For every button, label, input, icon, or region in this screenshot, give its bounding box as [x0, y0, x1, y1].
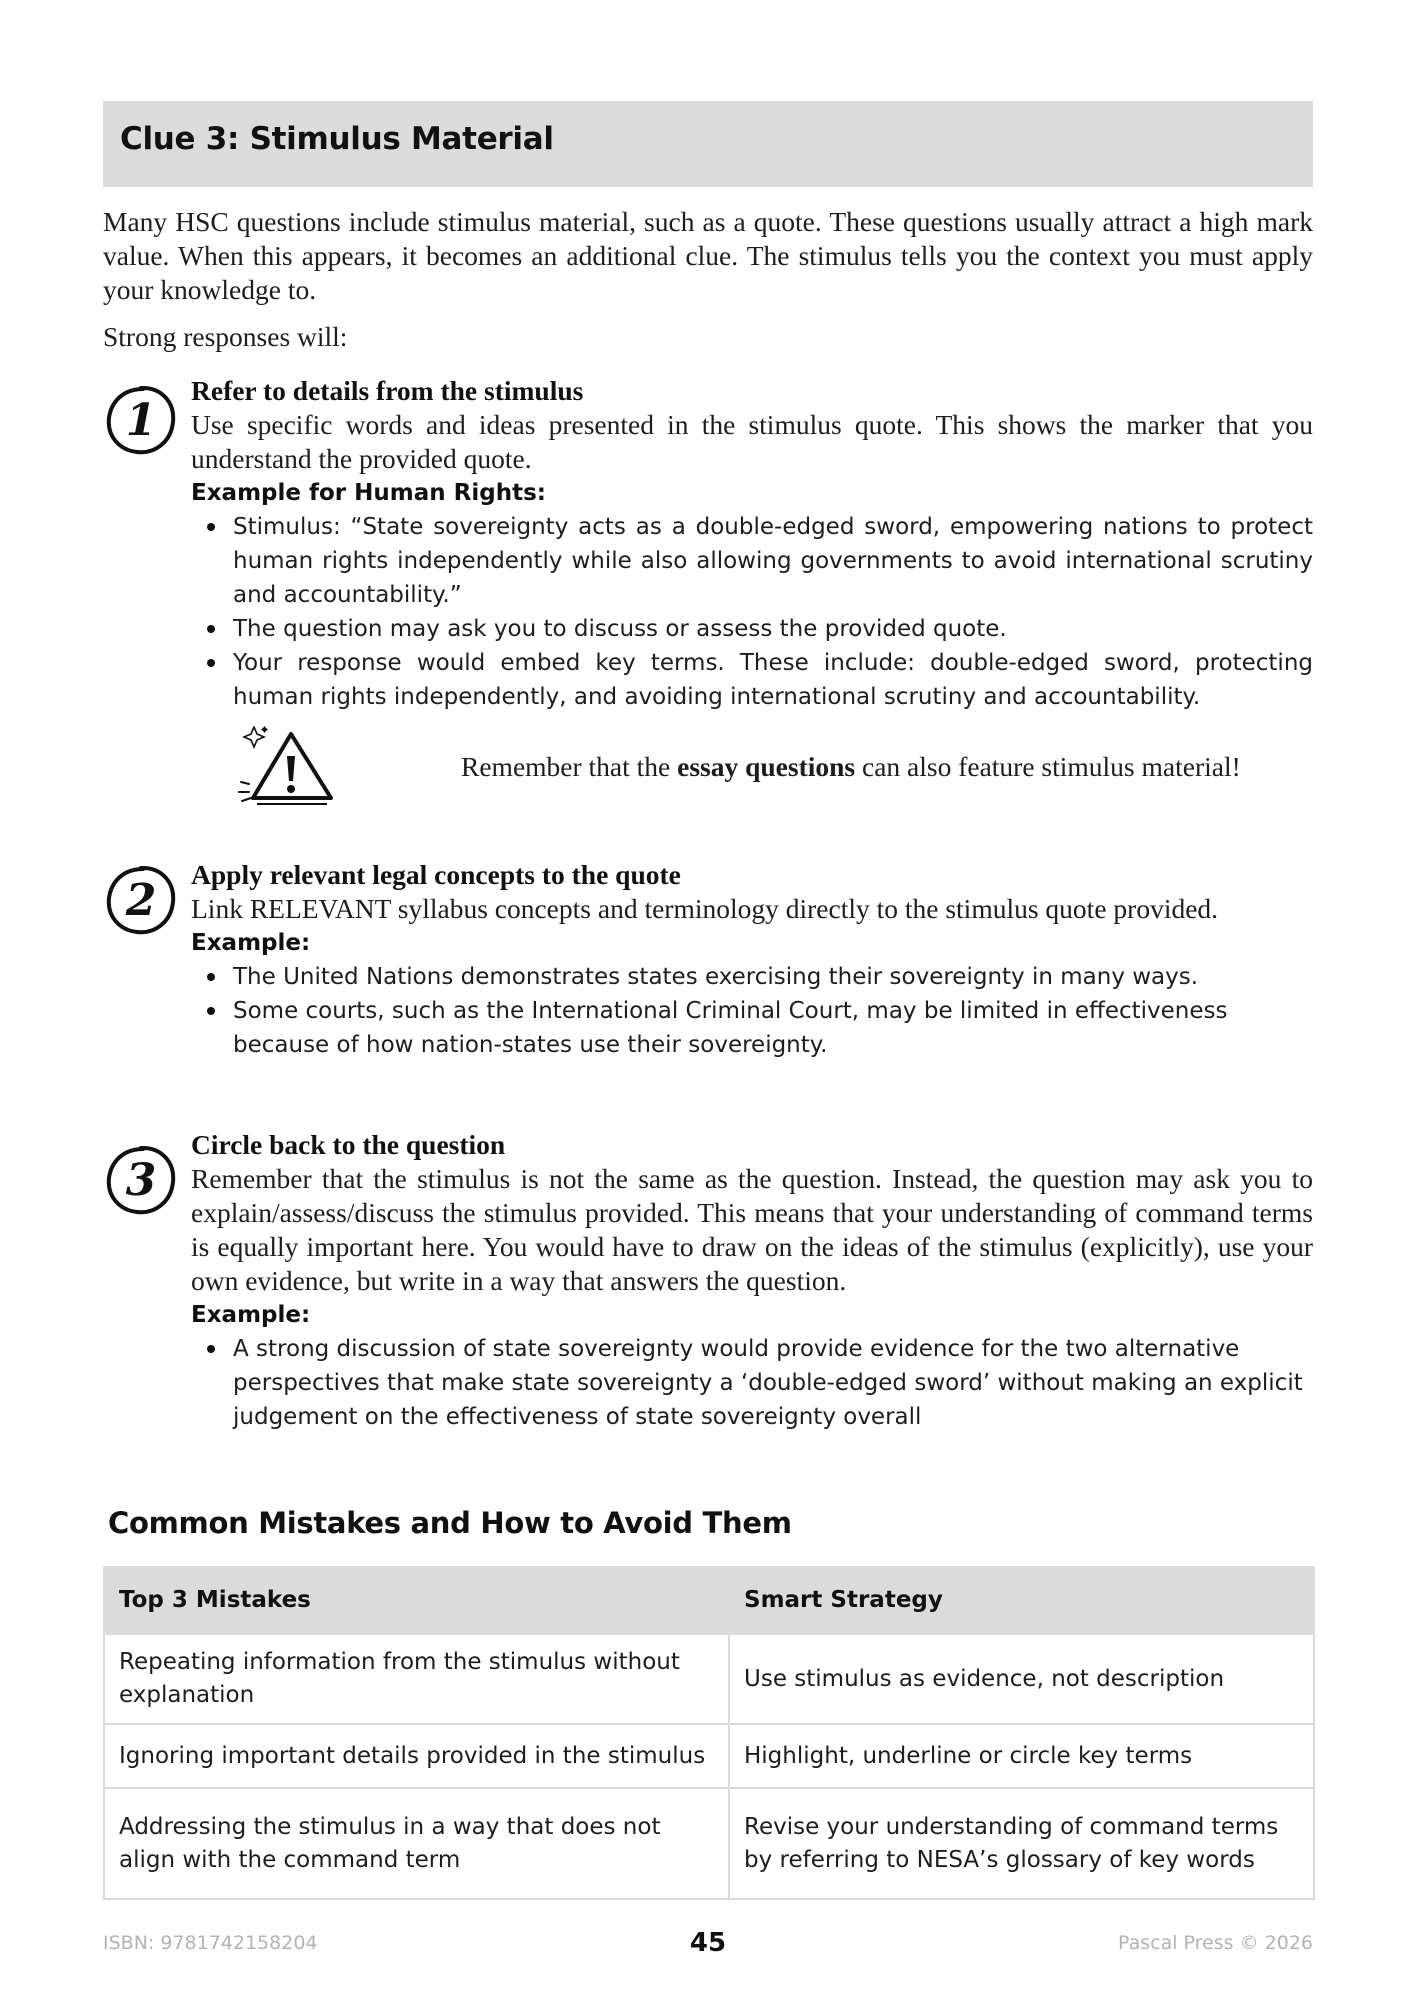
svg-text:3: 3	[125, 1155, 157, 1206]
point-2-title: Apply relevant legal concepts to the quote	[191, 859, 681, 890]
point-2	[191, 858, 1313, 1062]
section-header	[103, 101, 1313, 187]
remember-callout	[233, 726, 1241, 806]
column-header-mistakes: Top 3 Mistakes	[104, 1567, 729, 1634]
column-header-strategy: Smart Strategy	[729, 1567, 1314, 1634]
publisher-text: Pascal Press © 2026	[1118, 1932, 1313, 1954]
remember-text: Remember that the essay questions can also feature stimulus material!	[461, 751, 1241, 782]
point-1-example-label: Example for Human Rights:	[191, 480, 546, 506]
mistake-cell: Addressing the stimulus in a way that does not align with the command term	[104, 1788, 729, 1899]
page-number: 45	[689, 1928, 727, 1958]
list-item: The United Nations demonstrates states exercising their sovereignty in many ways.	[191, 960, 1313, 994]
page-footer	[103, 1928, 1313, 1958]
number-2-icon	[103, 862, 179, 938]
point-1-body: Use specific words and ideas presented in the stimulus quote. This shows the marker that you understand the provided quote.	[191, 409, 1313, 474]
section-title: Clue 3: Stimulus Material	[120, 121, 554, 157]
strategy-cell: Highlight, underline or circle key terms	[729, 1724, 1314, 1788]
warning-triangle-icon	[233, 726, 343, 806]
strategy-cell: Use stimulus as evidence, not description	[729, 1634, 1314, 1724]
svg-text:2: 2	[125, 875, 157, 926]
point-1-title: Refer to details from the stimulus	[191, 375, 584, 406]
point-2-bullets	[191, 960, 1313, 1062]
page	[103, 0, 1313, 2000]
number-1-icon	[103, 382, 179, 458]
mistake-cell: Repeating information from the stimulus without explanation	[104, 1634, 729, 1724]
isbn-text: ISBN: 9781742158204	[103, 1932, 318, 1954]
list-item: Your response would embed key terms. These include: double-edged sword, protecting human rights independently, and avoiding international scrutiny and accountability.	[191, 646, 1313, 714]
point-3-body: Remember that the stimulus is not the same as the question. Instead, the question may ask you to explain/assess/discuss the stimulus provided. This means that your understanding of command terms is equally important here. You would have to draw on the ideas of the stimulus (explicitly), use your own evidence, but write in a way that answers the question.	[191, 1163, 1313, 1296]
point-3-title: Circle back to the question	[191, 1129, 506, 1160]
svg-text:1: 1	[125, 395, 157, 446]
point-1	[191, 374, 1313, 714]
mistakes-heading: Common Mistakes and How to Avoid Them	[108, 1506, 792, 1540]
point-2-body: Link RELEVANT syllabus concepts and terminology directly to the stimulus quote provided.	[191, 893, 1219, 924]
mistake-cell: Ignoring important details provided in the stimulus	[104, 1724, 729, 1788]
table-row	[104, 1788, 1314, 1899]
point-1-bullets	[191, 510, 1313, 714]
list-item: A strong discussion of state sovereignty would provide evidence for the two alternative perspectives that make state sovereignty a ‘double-edged sword’ without making an explicit judgement on the effectiveness of state sovereignty overall	[191, 1332, 1313, 1434]
mistakes-table	[103, 1566, 1315, 1900]
table-row	[104, 1634, 1314, 1724]
point-3-bullets	[191, 1332, 1313, 1434]
list-item: Some courts, such as the International Criminal Court, may be limited in effectiveness because of how nation-states use their sovereignty.	[191, 994, 1313, 1062]
remember-emphasis: essay questions	[677, 751, 856, 782]
point-3-example-label: Example:	[191, 1302, 311, 1328]
intro-lead: Strong responses will:	[103, 321, 348, 352]
strategy-cell: Revise your understanding of command terms by referring to NESA’s glossary of key words	[729, 1788, 1314, 1899]
point-2-example-label: Example:	[191, 930, 311, 956]
table-header-row	[104, 1567, 1314, 1634]
table-row	[104, 1724, 1314, 1788]
point-3	[191, 1128, 1313, 1434]
intro-paragraph: Many HSC questions include stimulus material, such as a quote. These questions usually attract a high mark value. When this appears, it becomes an additional clue. The stimulus tells you the context you must apply your knowledge to.	[103, 206, 1313, 305]
number-3-icon	[103, 1142, 179, 1218]
list-item: Stimulus: “State sovereignty acts as a double-edged sword, empowering nations to protect human rights independently while also allowing governments to avoid international scrutiny and accountability.”	[191, 510, 1313, 612]
list-item: The question may ask you to discuss or assess the provided quote.	[191, 612, 1313, 646]
